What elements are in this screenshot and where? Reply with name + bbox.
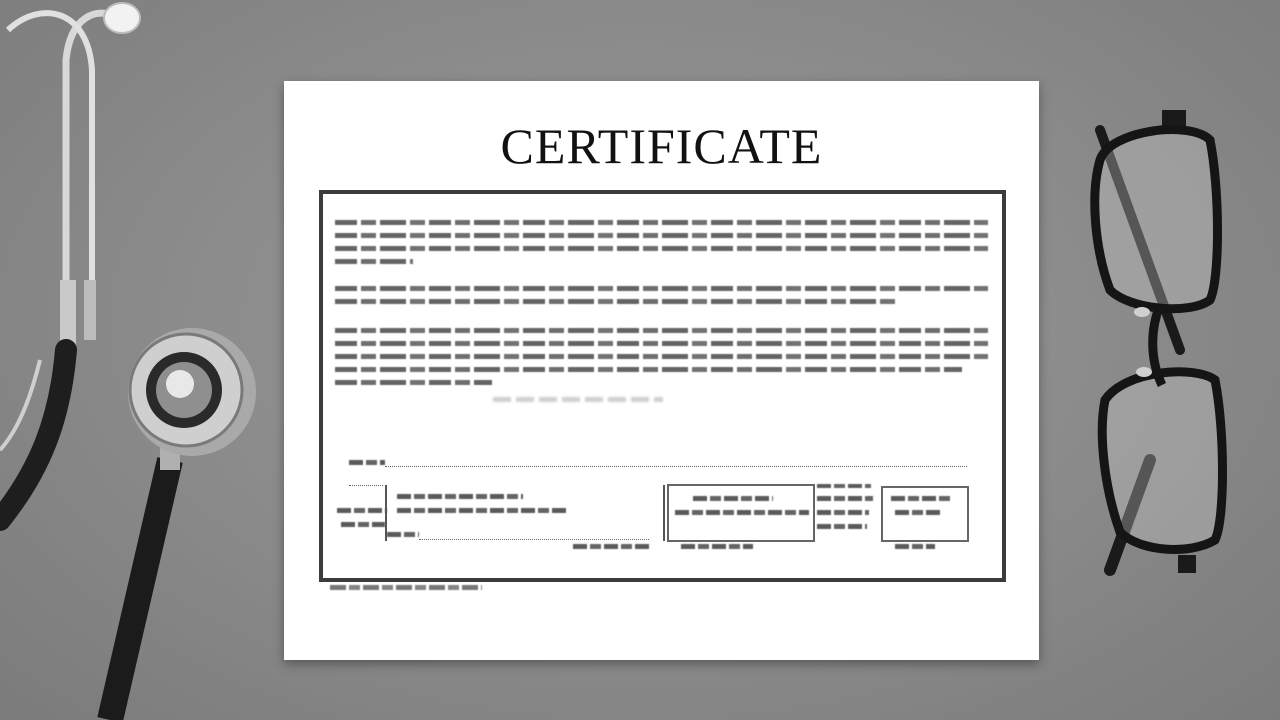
signature-line [385,466,967,467]
certificate-frame [319,190,1006,582]
footnote [330,585,482,590]
faded-text [493,397,663,402]
paragraph-2 [335,286,988,312]
paragraph-3 [335,328,988,393]
eyeglasses [1070,100,1250,590]
field-label [337,508,387,513]
field-label-2 [341,522,385,527]
stethoscope [0,0,300,720]
paragraph-1 [335,220,988,272]
certificate-paper [284,81,1039,660]
signature-label [349,460,385,465]
certificate-title: CERTIFICATE [500,118,823,174]
